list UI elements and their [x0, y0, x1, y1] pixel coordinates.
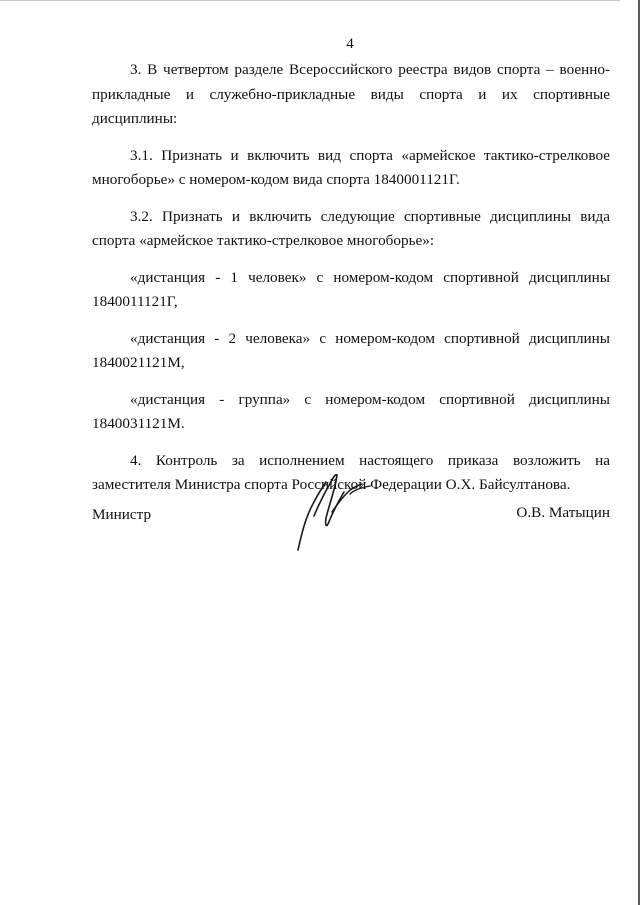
signer-title: Министр [92, 506, 152, 523]
paragraph-discipline-2: «дистанция - 2 человека» с номером-кодом спортивной дисциплины 1840021121М, [92, 329, 610, 371]
paragraph-section-4: 4. Контроль за исполнением настоящего приказа возложить на заместителя Министра спорта Российской Федерации О.Х. Байсултанова. [92, 451, 610, 493]
paragraph-discipline-3: «дистанция - группа» с номером-кодом спортивной дисциплины 1840031121М. [92, 390, 610, 432]
signer-name: О.В. Матыцин [516, 504, 610, 521]
paragraph-section-3: 3. В четвертом разделе Всероссийского реестра видов спорта – военно-прикладные и служебно-прикладные виды спорта и их спортивные дисциплины: [92, 61, 610, 127]
page-top-edge [0, 0, 620, 4]
page-number: 4 [346, 36, 354, 52]
paragraph-3-1: 3.1. Признать и включить вид спорта «армейское тактико-стрелковое многоборье» с номером-кодом вида спорта 1840001121Г. [92, 146, 610, 188]
signature-block [92, 506, 610, 566]
document-body [92, 58, 610, 498]
paragraph-3-2: 3.2. Признать и включить следующие спортивные дисциплины вида спорта «армейское тактико-стрелковое многоборье»: [92, 207, 610, 249]
handwritten-signature [292, 472, 382, 552]
paragraph-discipline-1: «дистанция - 1 человек» с номером-кодом спортивной дисциплины 1840011121Г, [92, 268, 610, 310]
